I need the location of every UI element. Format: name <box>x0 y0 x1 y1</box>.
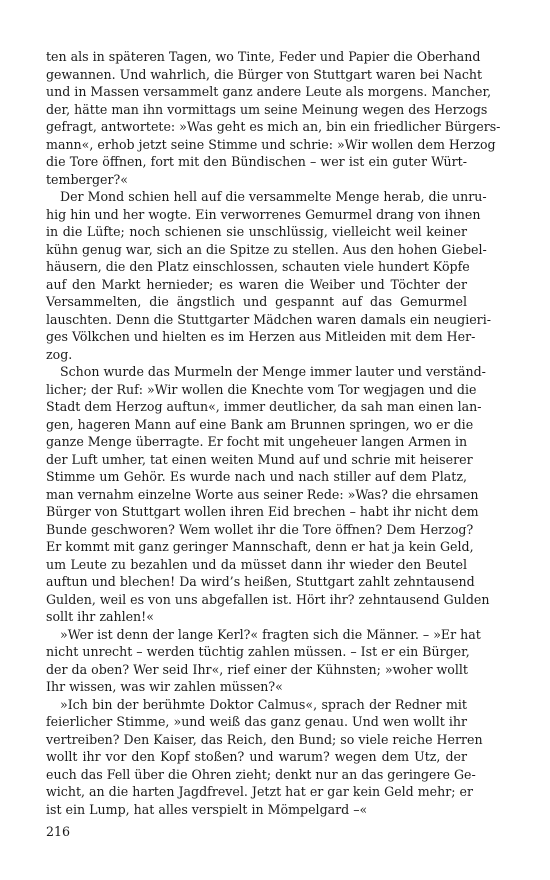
paragraph <box>46 48 501 188</box>
text-line: gen, hageren Mann auf eine Bank am Brunnen springen, wo er die <box>46 416 474 432</box>
paragraph <box>46 363 490 626</box>
text-line: nicht unrecht – werden tüchtig zahlen müssen. – Ist er ein Bürger, <box>46 644 470 659</box>
text-line: Gulden, weil es von uns abgefallen ist. Hört ihr? zehntausend Gulden <box>46 591 490 607</box>
text-line: wollt ihr vor den Kopf stoßen? und warum? wegen dem Utz, der <box>46 749 467 764</box>
text-line: der Luft umher, tat einen weiten Mund auf und schrie mit heiserer <box>46 451 473 467</box>
text-line: Stadt dem Herzog auftun«, immer deutlicher, da sah man einen lan- <box>46 399 482 414</box>
text-line: Der Mond schien hell auf die versammelte Menge herab, die unru- <box>60 189 487 204</box>
text-line: Bunde geschworen? Wem wollet ihr die Tore öffnen? Dem Herzog? <box>46 521 474 537</box>
text-line: euch das Fell über die Ohren zieht; denkt nur an das geringere Ge- <box>46 766 476 782</box>
text-line: Bürger von Stuttgart wollen ihren Eid brechen – habt ihr nicht dem <box>46 504 479 519</box>
page-number: 216 <box>46 824 71 839</box>
text-line: hig hin und her wogte. Ein verworrenes Gemurmel drang von ihnen <box>46 206 481 222</box>
text-line: licher; der Ruf: »Wir wollen die Knechte vom Tor wegjagen und die <box>46 381 477 397</box>
text-line: feierlicher Stimme, »und weiß das ganz genau. Und wen wollt ihr <box>46 714 467 729</box>
text-line: »Wer ist denn der lange Kerl?« fragten sich die Männer. – »Er hat <box>60 626 481 642</box>
text-line: ist ein Lump, hat alles verspielt in Mömpelgard –« <box>46 801 368 817</box>
text-line: ten als in späteren Tagen, wo Tinte, Feder und Papier die Oberhand <box>46 49 481 64</box>
text-line: um Leute zu bezahlen und da müsset dann ihr wieder den Beutel <box>46 556 467 572</box>
text-line: Er kommt mit ganz geringer Mannschaft, denn er hat ja kein Geld, <box>46 539 474 554</box>
text-line: gewannen. Und wahrlich, die Bürger von Stuttgart waren bei Nacht <box>46 66 483 82</box>
text-line: in die Lüfte; noch schienen sie unschlüssig, vielleicht weil keiner <box>46 224 467 239</box>
text-line: Stimme um Gehör. Es wurde nach und nach stiller auf dem Platz, <box>46 469 467 484</box>
text-line: die Tore öffnen, fort mit den Bündischen – wer ist ein guter Würt- <box>46 154 467 169</box>
text-line: ges Völkchen und hielten es im Herzen aus Mitleiden mit dem Her- <box>46 329 476 344</box>
text-line: man vernahm einzelne Worte aus seiner Rede: »Was? die ehrsamen <box>46 486 479 502</box>
text-line: »Ich bin der berühmte Doktor Calmus«, sprach der Redner mit <box>60 696 467 712</box>
paragraph <box>46 188 491 363</box>
text-line: gefragt, antwortete: »Was geht es mich an, bin ein friedlicher Bürgers- <box>46 119 501 134</box>
text-line: sollt ihr zahlen!« <box>46 609 154 624</box>
text-line: temberger?« <box>46 171 128 187</box>
text-line: und in Massen versammelt ganz andere Leute als morgens. Mancher, <box>46 84 492 99</box>
text-line: Ihr wissen, was wir zahlen müssen?« <box>46 679 283 694</box>
text-line: zog. <box>46 346 73 362</box>
text-line: vertreiben? Den Kaiser, das Reich, den Bund; so viele reiche Herren <box>46 731 483 747</box>
text-line: der da oben? Wer seid Ihr«, rief einer der Kühnsten; »woher wollt <box>46 661 468 677</box>
text-line: lauschten. Denn die Stuttgarter Mädchen waren damals ein neugieri- <box>46 311 491 327</box>
text-line: Schon wurde das Murmeln der Menge immer lauter und verständ- <box>60 364 486 379</box>
text-line: Versammelten, die ängstlich und gespannt auf das Gemurmel <box>46 294 467 309</box>
text-line: wicht, an die harten Jagdfrevel. Jetzt hat er gar kein Geld mehr; er <box>46 784 473 799</box>
paragraph <box>46 626 481 696</box>
text-line: häusern, die den Platz einschlossen, schauten viele hundert Köpfe <box>46 259 470 274</box>
text-line: der, hätte man ihn vormittags um seine Meinung wegen des Herzogs <box>46 101 488 117</box>
paragraph <box>46 696 483 819</box>
text-line: ganze Menge überragte. Er focht mit ungeheuer langen Armen in <box>46 434 468 449</box>
text-line: mann«, erhob jetzt seine Stimme und schrie: »Wir wollen dem Herzog <box>46 136 496 152</box>
text-line: auftun und blechen! Da wird’s heißen, Stuttgart zahlt zehntausend <box>46 574 475 589</box>
text-line: kühn genug war, sich an die Spitze zu stellen. Aus den hohen Giebel- <box>46 241 487 257</box>
book-page-text <box>46 48 501 818</box>
text-line: auf den Markt hernieder; es waren die Weiber und Töchter der <box>46 276 467 292</box>
